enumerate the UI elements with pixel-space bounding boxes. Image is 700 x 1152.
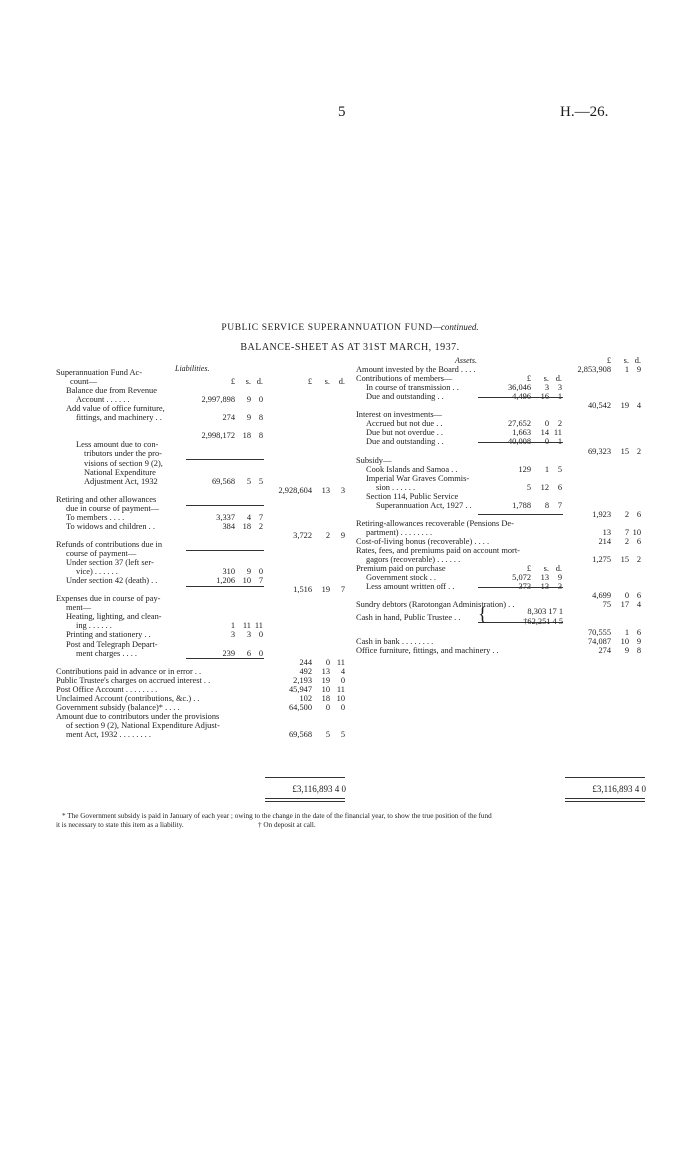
asset-amount-t3: 4: [636, 401, 641, 411]
liability-amount-c3: 8: [258, 431, 263, 441]
asset-amount-t1: 2,853,908: [577, 365, 611, 375]
liability-label: Post Office Account . . . . . . . .: [56, 684, 158, 694]
liability-amount-c3: 0: [258, 630, 263, 640]
asset-label: Retiring-allowances recoverable (Pensions De-: [356, 518, 514, 528]
asset-amount-c3: 9: [557, 573, 562, 583]
asset-amount-t1: 40,542: [587, 401, 611, 411]
liability-amount-c1: 2,998,172: [201, 431, 235, 441]
asset-amount-t3: 9: [636, 365, 641, 375]
assets-heading: Assets.: [455, 356, 477, 365]
liability-label: Less amount due to con-: [76, 440, 159, 450]
liability-row: [0, 712, 700, 721]
asset-label: Less amount written off . .: [366, 582, 455, 592]
liability-label: Heating, lighting, and clean-: [66, 612, 162, 622]
liability-label: Refunds of contributions due in: [56, 539, 163, 549]
asset-row: [0, 465, 700, 474]
asset-label: Office furniture, fittings, and machinery . .: [356, 645, 499, 655]
asset-row: [0, 510, 700, 519]
liability-label: Adjustment Act, 1932: [84, 476, 158, 486]
asset-amount-t3: 4: [636, 600, 641, 610]
asset-label: Cash in bank . . . . . . . .: [356, 636, 434, 646]
liability-amount-t2: 19: [321, 585, 330, 595]
liability-amount-c3: 0: [258, 648, 263, 658]
liability-amount-t3: 0: [340, 675, 345, 685]
asset-amount-c3: 6: [557, 482, 562, 492]
asset-label: Due and outstanding . .: [366, 437, 444, 447]
liability-amount-t3: 10: [336, 693, 345, 703]
liability-amount-t3: 9: [340, 530, 345, 540]
asset-amount-c1: 40,008: [507, 437, 531, 447]
asset-row: [0, 437, 700, 446]
asset-row: [0, 428, 700, 437]
liability-amount-c2: 9: [246, 413, 251, 423]
liability-row: [0, 685, 700, 694]
footnote-subsidy: * The Government subsidy is paid in January of each year ; owing to the change in the date of the financial year, to show the true position of the fund: [62, 812, 492, 820]
liability-amount-c2: 10: [242, 576, 251, 586]
liability-label: ment charges . . . .: [76, 648, 138, 658]
liability-label: Contributions paid in advance or in error . .: [56, 666, 202, 676]
liability-amount-c1: 239: [222, 648, 235, 658]
liability-row: [0, 694, 700, 703]
liability-label: Retiring and other allowances: [56, 494, 157, 504]
footnote-dagger: † On deposit at call.: [258, 821, 316, 829]
asset-amount-t2: 10: [620, 636, 629, 646]
footnote-subsidy-cont: it is necessary to state this item as a liability.: [56, 821, 184, 829]
asset-amount-t1: 1,923: [592, 509, 611, 519]
asset-row: [0, 365, 700, 374]
liability-label: Expenses due in course of pay-: [56, 594, 161, 604]
liability-amount-t3: 3: [340, 485, 345, 495]
asset-amount-c1: 36,046: [507, 383, 531, 393]
liability-amount-c3: d.: [256, 377, 263, 387]
liability-row: [0, 658, 700, 667]
liability-amount-t3: 11: [336, 684, 345, 694]
asset-amount-c2: 0: [544, 419, 549, 429]
fund-title: [0, 322, 700, 333]
asset-amount-c1: 1,788: [512, 500, 531, 510]
liability-amount-t3: 0: [340, 702, 345, 712]
liability-label: fittings, and machinery . .: [76, 413, 162, 423]
subtotal-rule: [186, 459, 264, 460]
liabilities-total: £3,116,893 4 0: [292, 784, 346, 794]
page-number: 5: [338, 104, 346, 120]
liability-amount-t1: 102: [299, 693, 312, 703]
liability-amount-c3: 2: [258, 521, 263, 531]
liability-label: of section 9 (2), National Expenditure Adjust-: [66, 720, 220, 730]
liability-amount-c3: 0: [258, 567, 263, 577]
asset-amount-t2: 1: [624, 365, 629, 375]
liability-amount-c2: 18: [242, 431, 251, 441]
liability-amount-t1: 3,722: [293, 530, 312, 540]
liability-label: Unclaimed Account (contributions, &c.) . .: [56, 693, 200, 703]
asset-row: [0, 401, 700, 410]
liability-label: Under section 42 (death) . .: [66, 576, 158, 586]
asset-amount-c3: 1: [557, 392, 562, 402]
asset-amount-t2: 9: [624, 645, 629, 655]
asset-row: [0, 474, 700, 483]
liability-amount-c1: 310: [222, 567, 235, 577]
asset-label: Cook Islands and Samoa . .: [366, 464, 458, 474]
asset-row: [0, 600, 700, 609]
liability-amount-t2: 13: [321, 666, 330, 676]
asset-row: [0, 618, 700, 627]
asset-amount-t2: 19: [620, 401, 629, 411]
liability-label: Printing and stationery . .: [66, 630, 151, 640]
asset-amount-t2: 0: [624, 591, 629, 601]
asset-amount-c2: 0: [544, 437, 549, 447]
liability-amount-t3: 7: [340, 585, 345, 595]
asset-row: [0, 591, 700, 600]
asset-label: partment) . . . . . . . .: [366, 527, 433, 537]
liability-label: count—: [70, 377, 97, 387]
asset-amount-t2: 15: [620, 555, 629, 565]
liability-amount-c1: 274: [222, 413, 235, 423]
asset-amount-c3: 7: [557, 500, 562, 510]
asset-label: Amount invested by the Board . . . .: [356, 365, 476, 375]
asset-row: [0, 546, 700, 555]
liability-amount-c3: 0: [258, 395, 263, 405]
liability-amount-t2: s.: [324, 377, 330, 387]
asset-amount-t3: 6: [636, 591, 641, 601]
liability-amount-c1: 2,997,898: [201, 395, 235, 405]
asset-amount-c1: 129: [518, 464, 531, 474]
fund-title-text: PUBLIC SERVICE SUPERANNUATION FUND: [221, 323, 433, 333]
asset-row: [0, 410, 700, 419]
asset-amount-c3: 1: [557, 437, 562, 447]
liability-amount-c2: 4: [246, 512, 251, 522]
assets-total: £3,116,893 4 0: [592, 784, 646, 794]
liability-amount-t1: 2,193: [293, 675, 312, 685]
asset-amount-t3: 6: [636, 627, 641, 637]
asset-amount-t3: 10: [632, 527, 641, 537]
asset-amount-t3: 6: [636, 509, 641, 519]
liability-amount-t1: 492: [299, 666, 312, 676]
liability-amount-c3: 5: [258, 476, 263, 486]
liability-amount-t1: 244: [299, 657, 312, 667]
liability-amount-c2: 6: [246, 648, 251, 658]
asset-amount-t2: 1: [624, 627, 629, 637]
asset-amount-t3: d.: [634, 356, 641, 365]
asset-row: [0, 446, 700, 459]
subtotal-rule: [186, 586, 264, 587]
liability-label: To widows and children . .: [66, 521, 155, 531]
liability-amount-c2: 9: [246, 395, 251, 405]
liability-amount-c1: 1,206: [216, 576, 235, 586]
asset-row: [0, 492, 700, 501]
asset-label: Rates, fees, and premiums paid on account mort-: [356, 546, 520, 556]
asset-label: Superannuation Act, 1927 . .: [376, 500, 472, 510]
asset-amount-c1: 27,652: [507, 419, 531, 429]
liability-label: visions of section 9 (2),: [84, 458, 163, 468]
asset-label: gagors (recoverable) . . . . . .: [366, 555, 461, 565]
asset-amount-c3: d.: [555, 564, 562, 574]
asset-amount-c1: 5,072: [512, 573, 531, 583]
liability-amount-t2: 2: [325, 530, 330, 540]
asset-amount-c2: s.: [543, 564, 549, 574]
liability-label: ing . . . . . .: [76, 621, 112, 631]
liability-label: ment—: [66, 603, 92, 613]
asset-amount-t2: 7: [624, 527, 629, 537]
liability-amount-t2: 10: [321, 684, 330, 694]
liability-amount-t2: 0: [325, 702, 330, 712]
asset-amount-c1: 5: [526, 482, 531, 492]
asset-row: [0, 537, 700, 546]
liability-amount-c3: 11: [254, 621, 263, 631]
subtotal-rule: [186, 658, 264, 659]
liability-label: tributors under the pro-: [84, 449, 162, 459]
asset-amount-c3: 2: [557, 419, 562, 429]
asset-amount-c1: £: [526, 564, 531, 574]
asset-label: Subsidy—: [356, 455, 392, 465]
asset-amount-c3: 3: [557, 582, 562, 592]
asset-amount-t1: £: [606, 356, 611, 365]
liability-row: [0, 739, 700, 748]
liability-amount-t3: 5: [340, 730, 345, 739]
liability-label: Public Trustee's charges on accrued interest . .: [56, 675, 211, 685]
liability-amount-c1: 3,337: [216, 512, 235, 522]
asset-row: [0, 555, 700, 564]
asset-label: Due but not overdue . .: [366, 428, 443, 438]
liability-label: Superannuation Fund Ac-: [56, 368, 143, 377]
asset-amount-c3: d.: [555, 374, 562, 384]
asset-amount-c2: 3: [544, 383, 549, 393]
asset-label: Government stock . .: [366, 573, 437, 583]
liability-label: National Expenditure: [84, 467, 156, 477]
asset-amount-c2: 16: [540, 392, 549, 402]
asset-amount-c3: 11: [553, 428, 562, 438]
asset-label: Premium paid on purchase: [356, 564, 446, 574]
asset-label: Section 114, Public Service: [366, 491, 459, 501]
asset-label: Sundry debtors (Rarotongan Administration) . .: [356, 600, 515, 610]
liability-amount-c1: £: [230, 377, 235, 387]
liability-amount-t3: 11: [336, 657, 345, 667]
total-double-rule: [265, 798, 345, 802]
asset-amount-t1: 74,087: [587, 636, 611, 646]
liability-amount-c2: 9: [246, 567, 251, 577]
liability-amount-c1: 69,568: [211, 476, 235, 486]
subtotal-rule: [478, 442, 563, 443]
asset-amount-t3: 8: [636, 645, 641, 655]
liability-row: [0, 730, 700, 739]
asset-amount-t2: 15: [620, 446, 629, 456]
subtotal-rule: [478, 397, 563, 398]
balance-sheet-title: BALANCE-SHEET AS AT 31ST MARCH, 1937.: [240, 342, 460, 353]
asset-amount-t3: 6: [636, 537, 641, 546]
liability-row: [0, 667, 700, 676]
asset-amount-t1: 1,275: [592, 555, 611, 565]
liability-amount-c1: 384: [222, 521, 235, 531]
asset-amount-c2: 8: [544, 500, 549, 510]
liability-amount-t2: 0: [325, 657, 330, 667]
asset-row: [0, 627, 700, 640]
asset-label: Due and outstanding . .: [366, 392, 444, 402]
asset-label: Imperial War Graves Commis-: [366, 473, 470, 483]
asset-amount-c2: 12: [540, 482, 549, 492]
asset-label: sion . . . . . .: [376, 482, 416, 492]
total-rule: [565, 777, 645, 778]
asset-row: [0, 564, 700, 573]
asset-row: [0, 456, 700, 465]
liability-label: Under section 37 (left ser-: [66, 558, 154, 568]
asset-label: Interest on investments—: [356, 410, 443, 420]
asset-row: [0, 646, 700, 655]
liability-label: Post and Telegraph Depart-: [66, 639, 158, 649]
asset-label: Contributions of members—: [356, 374, 453, 384]
liability-amount-t1: 2,928,604: [278, 485, 312, 495]
cash-public-trustee-label: Cash in hand, Public Trustee . .: [356, 613, 461, 622]
asset-row: [0, 573, 700, 582]
asset-amount-t3: 2: [636, 446, 641, 456]
asset-row: [0, 356, 700, 365]
asset-amount-c1: 373: [518, 582, 531, 592]
asset-amount-c2: 1: [544, 464, 549, 474]
liability-amount-t2: 19: [321, 675, 330, 685]
asset-row: [0, 637, 700, 646]
subtotal-rule: [186, 505, 264, 506]
subtotal-rule: [186, 550, 264, 551]
fund-title-suffix: —continued.: [432, 322, 479, 332]
liability-amount-c1: 3: [230, 630, 235, 640]
asset-amount-t1: 69,323: [587, 446, 611, 456]
liability-amount-c2: 18: [242, 521, 251, 531]
asset-amount-c2: 14: [540, 428, 549, 438]
asset-amount-c1: 4,496: [512, 392, 531, 402]
asset-amount-t1: 4,699: [592, 591, 611, 601]
liability-label: Balance due from Revenue: [66, 386, 157, 396]
asset-row: [0, 528, 700, 537]
liability-amount-t1: 1,516: [293, 585, 312, 595]
liability-amount-t2: 5: [325, 730, 330, 739]
asset-row: [0, 392, 700, 401]
asset-row: [0, 501, 700, 510]
liability-amount-c1: 1: [230, 621, 235, 631]
liability-amount-t1: 45,947: [288, 684, 312, 694]
asset-amount-t3: 9: [636, 636, 641, 646]
liability-label: due in course of payment—: [66, 503, 160, 513]
asset-amount-t1: 214: [598, 537, 611, 546]
liability-amount-t3: 4: [340, 666, 345, 676]
liability-amount-c2: s.: [245, 377, 251, 387]
liability-amount-c2: 5: [246, 476, 251, 486]
asset-row: [0, 582, 700, 591]
liability-amount-c3: 7: [258, 512, 263, 522]
liability-label: Government subsidy (balance)* . . . .: [56, 702, 180, 712]
asset-row: [0, 383, 700, 392]
asset-amount-c1: 1,663: [512, 428, 531, 438]
liability-amount-t2: 13: [321, 485, 330, 495]
asset-row: [0, 419, 700, 428]
document-code: H.—26.: [560, 104, 609, 120]
total-rule: [265, 777, 345, 778]
liability-amount-c3: 7: [258, 576, 263, 586]
liability-row: [0, 703, 700, 712]
asset-amount-t2: 2: [624, 537, 629, 546]
asset-amount-t2: 2: [624, 509, 629, 519]
liability-row: [0, 676, 700, 685]
liability-row: [0, 748, 700, 757]
asset-label: Accrued but not due . .: [366, 419, 443, 429]
asset-row: [0, 609, 700, 618]
subtotal-rule: [478, 587, 563, 588]
asset-amount-c2: 13: [540, 582, 549, 592]
asset-amount-c1: £: [526, 374, 531, 384]
liability-label: Account . . . . . .: [76, 395, 130, 405]
asset-amount-t1: 274: [598, 645, 611, 655]
subtotal-rule: [478, 514, 563, 515]
liability-amount-t1: 64,500: [288, 702, 312, 712]
asset-amount-c3: 5: [557, 464, 562, 474]
asset-amount-t1: 13: [602, 527, 611, 537]
liability-amount-t3: d.: [338, 377, 345, 387]
liability-amount-c2: 11: [242, 621, 251, 631]
asset-label: In course of transmission . .: [366, 383, 459, 393]
liability-label: course of payment—: [66, 549, 137, 558]
asset-amount-t2: s.: [623, 356, 629, 365]
liabilities-heading: Liabilities.: [175, 364, 210, 373]
asset-amount-c3: 3: [557, 383, 562, 393]
asset-amount-c2: 13: [540, 573, 549, 583]
total-double-rule: [565, 798, 645, 802]
asset-amount-t1: 70,555: [587, 627, 611, 637]
liability-amount-c2: 3: [246, 630, 251, 640]
asset-amount-c2: s.: [543, 374, 549, 384]
asset-row: [0, 374, 700, 383]
cash-public-trustee-value-1: 8,303 17 1: [527, 607, 563, 616]
asset-row: [0, 519, 700, 528]
cash-public-trustee-value-2: †62,251 4 5: [523, 617, 563, 626]
liability-row: [0, 721, 700, 730]
asset-amount-t3: 2: [636, 555, 641, 565]
liability-label: To members . . . .: [66, 512, 125, 522]
liability-amount-t1: 69,568: [288, 730, 312, 739]
liability-amount-t2: 18: [321, 693, 330, 703]
asset-row: [0, 483, 700, 492]
asset-amount-t2: 17: [620, 600, 629, 610]
liability-label: vice) . . . . . .: [76, 567, 118, 577]
liability-label: ment Act, 1932 . . . . . . . .: [66, 730, 151, 739]
liability-amount-t1: £: [307, 377, 312, 387]
asset-label: Cost-of-living bonus (recoverable) . . . .: [356, 537, 490, 546]
asset-amount-t1: 75: [602, 600, 611, 610]
liability-label: Amount due to contributors under the provisions: [56, 711, 220, 721]
brace-glyph: {: [478, 604, 488, 625]
liability-amount-c3: 8: [258, 413, 263, 423]
liability-label: Add value of office furniture,: [66, 404, 165, 414]
